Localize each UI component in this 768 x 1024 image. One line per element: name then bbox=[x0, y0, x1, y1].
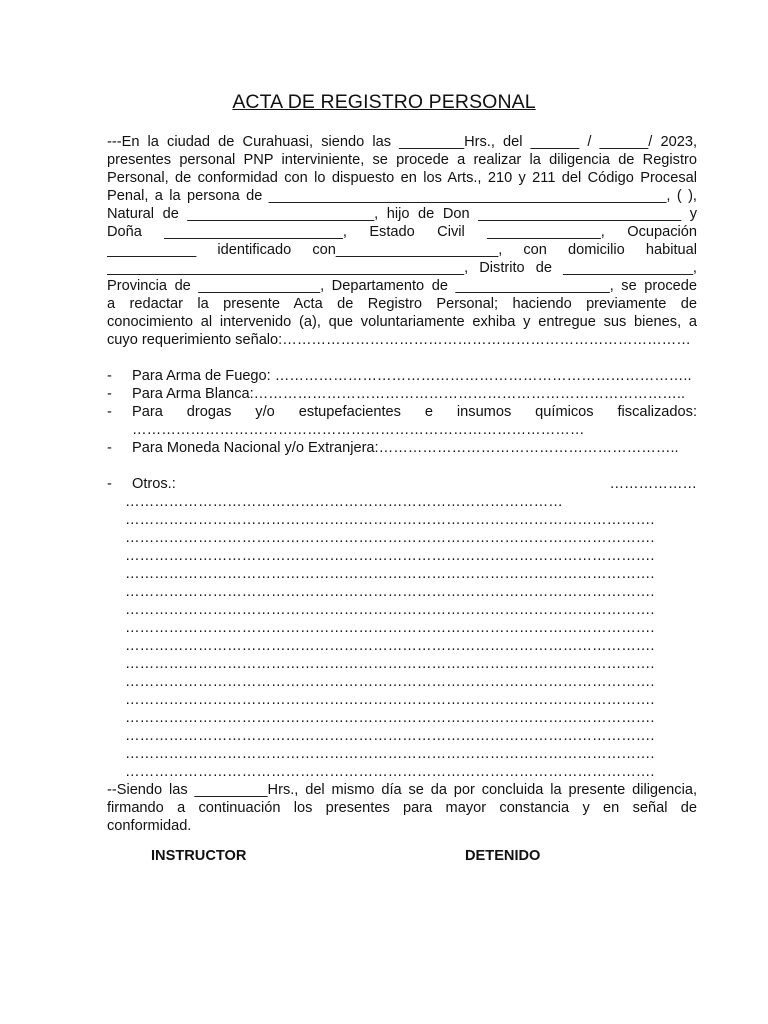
intro-line: ____________________________________________, Distrito de ________________, bbox=[107, 260, 697, 276]
otros-trail: ……………… bbox=[609, 476, 697, 492]
list-item-moneda bbox=[107, 439, 697, 457]
dotted-line: ………………………………………………………………………………………………. bbox=[125, 602, 655, 618]
intro-line: Provincia de _______________, Departamento de ___________________, se procede bbox=[107, 278, 697, 294]
dotted-line: ………………………………………………………………………………………………. bbox=[125, 764, 655, 780]
intro-line: ---En la ciudad de Curahuasi, siendo las ________Hrs., del ______ / ______/ 2023, bbox=[107, 134, 697, 150]
dotted-line: ………………………………………………………………………………………………. bbox=[125, 548, 655, 564]
dotted-line: ………………………………………………………………………………………………. bbox=[125, 746, 655, 762]
document-title: ACTA DE REGISTRO PERSONAL bbox=[232, 91, 536, 113]
list-dash: - bbox=[107, 404, 112, 420]
dotted-line: ………………………………………………………………………………………………. bbox=[125, 728, 655, 744]
dotted-line: ………………………………………………………………………………………………. bbox=[125, 566, 655, 582]
intro-line: Natural de _______________________, hijo de Don _________________________ y bbox=[107, 206, 697, 222]
dotted-line: ……………………………………………………………………………… bbox=[125, 494, 563, 510]
dotted-line: ………………………………………………………………………………………………. bbox=[125, 512, 655, 528]
list-dash: - bbox=[107, 440, 112, 456]
dotted-line: ………………………………………………………………………………………………. bbox=[125, 638, 655, 654]
list-item-text: Para Arma Blanca:…………………………………………………………………………….. bbox=[132, 386, 686, 402]
list-dash: - bbox=[107, 368, 112, 384]
item-list bbox=[107, 367, 697, 457]
list-dash bbox=[107, 421, 132, 439]
list-item-text: Para Arma de Fuego: ………………………………………………………………………….. bbox=[132, 368, 692, 384]
list-item-arma-fuego bbox=[107, 367, 697, 385]
intro-paragraph bbox=[107, 133, 697, 349]
spacer bbox=[107, 457, 697, 475]
intro-line: ___________ identificado con____________________, con domicilio habitual bbox=[107, 242, 697, 258]
dotted-line: ………………………………………………………………………………………………. bbox=[125, 530, 655, 546]
intro-line: Doña ______________________, Estado Civil ______________, Ocupación bbox=[107, 224, 697, 240]
intro-line: Personal, de conformidad con lo dispuesto en los Arts., 210 y 211 del Código Procesal bbox=[107, 170, 697, 186]
list-item-text: Para drogas y/o estupefacientes e insumos químicos fiscalizados: bbox=[132, 404, 697, 420]
list-item-drogas-continuation bbox=[107, 421, 697, 439]
intro-line: cuyo requerimiento señalo:………………………………………………………………………… bbox=[107, 332, 691, 348]
closing-line: --Siendo las _________Hrs., del mismo día se da por concluida la presente diligencia, bbox=[107, 782, 697, 798]
dotted-line: ………………………………………………………………………………………………. bbox=[125, 620, 655, 636]
otros-label: Otros.: bbox=[132, 476, 176, 492]
signature-instructor: INSTRUCTOR bbox=[151, 848, 247, 864]
closing-line: firmando a continuación los presentes para mayor constancia y en señal de bbox=[107, 800, 697, 816]
intro-line: a redactar la presente Acta de Registro Personal; haciendo previamente de bbox=[107, 296, 697, 312]
signature-detenido: DETENIDO bbox=[465, 848, 541, 864]
otros-item bbox=[107, 475, 697, 493]
dotted-line: ………………………………………………………………………………………………. bbox=[125, 674, 655, 690]
dotted-line: ………………………………………………………………………………………………. bbox=[125, 584, 655, 600]
spacer bbox=[107, 349, 697, 367]
dotted-line: ………………………………………………………………………………………………. bbox=[125, 692, 655, 708]
intro-line: conocimiento al intervenido (a), que voluntariamente exhiba y entregue sus bienes, a bbox=[107, 314, 697, 330]
list-item-text: Para Moneda Nacional y/o Extranjera:…………………………………………………….. bbox=[132, 440, 679, 456]
list-dash: - bbox=[107, 386, 112, 402]
intro-line: Penal, a la persona de _________________________________________________, ( ), bbox=[107, 188, 697, 204]
list-item-text: ………………………………………………………………………………… bbox=[132, 422, 585, 438]
list-dash: - bbox=[107, 476, 112, 492]
otros-section bbox=[107, 475, 697, 781]
closing-paragraph bbox=[107, 781, 697, 835]
list-item-drogas bbox=[107, 403, 697, 421]
document-body bbox=[107, 133, 697, 835]
dotted-line: ………………………………………………………………………………………………. bbox=[125, 710, 655, 726]
intro-line: presentes personal PNP interviniente, se procede a realizar la diligencia de Registro bbox=[107, 152, 697, 168]
otros-line bbox=[132, 475, 697, 493]
dotted-line: ………………………………………………………………………………………………. bbox=[125, 656, 655, 672]
list-item-arma-blanca bbox=[107, 385, 697, 403]
closing-line: conformidad. bbox=[107, 818, 192, 834]
